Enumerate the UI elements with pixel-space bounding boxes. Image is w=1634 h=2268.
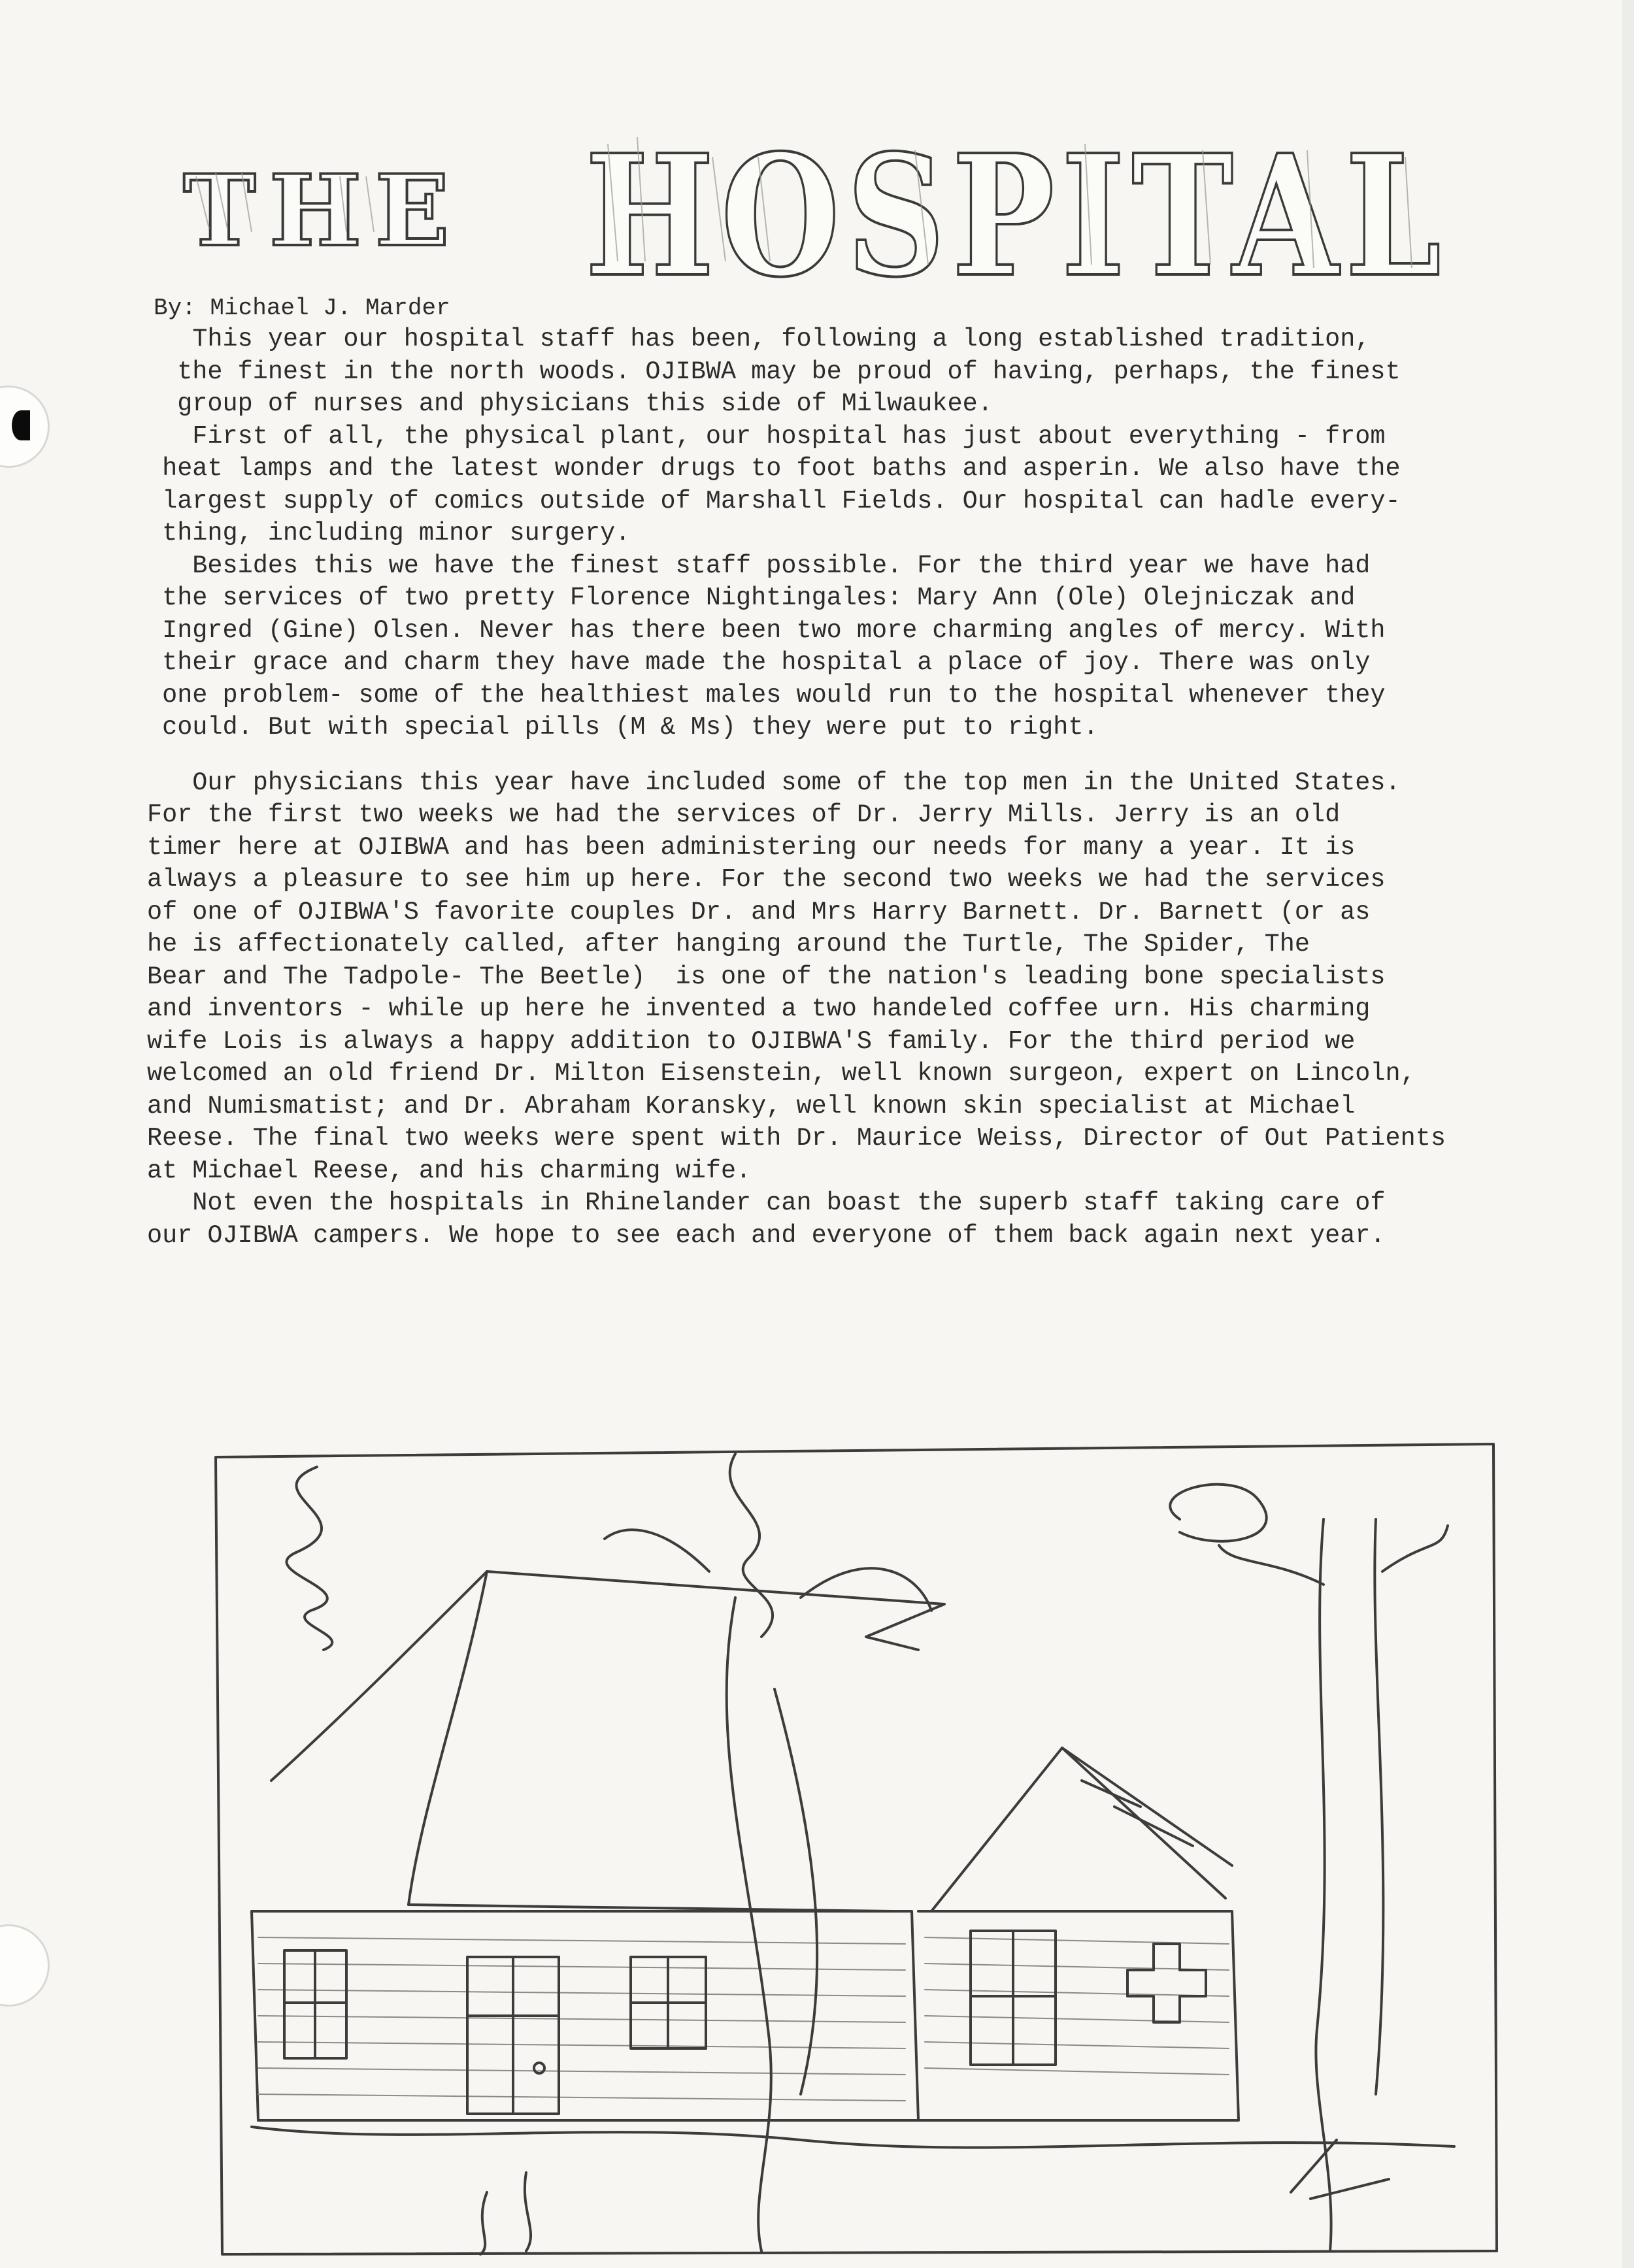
text-line: their grace and charm they have made the hospital a place of joy. There was only	[147, 648, 1371, 677]
text-line: and inventors - while up here he invented a two handeled coffee urn. His charming	[147, 994, 1371, 1023]
paragraph-staff	[147, 550, 1546, 744]
text-line: This year our hospital staff has been, following a long established tradition,	[147, 325, 1371, 353]
text-line: welcomed an old friend Dr. Milton Eisenstein, well known surgeon, expert on Lincoln,	[147, 1059, 1416, 1088]
sketch-roof-left	[271, 1571, 944, 1781]
sketch-tree-center	[727, 1598, 818, 2251]
paragraph-intro	[147, 323, 1546, 421]
text-line: Bear and The Tadpole- The Beetle) is one of the nation's leading bone specialists	[147, 962, 1386, 991]
text-line: Ingred (Gine) Olsen. Never has there been two more charming angles of mercy. With	[147, 616, 1386, 645]
sketch-ground	[252, 2127, 1454, 2148]
title-word-hospital: HOSPITAL	[585, 119, 1448, 307]
text-line: one problem- some of the healthiest males would run to the hospital whenever they	[147, 680, 1386, 710]
text-line: he is affectionately called, after hanging around the Turtle, The Spider, The	[147, 930, 1310, 959]
text-line: group of nurses and physicians this side of Milwaukee.	[147, 389, 993, 418]
text-line: and Numismatist; and Dr. Abraham Koransky, well known skin specialist at Michael	[147, 1091, 1356, 1121]
sketch-cloud-right	[1170, 1485, 1266, 1541]
text-line: always a pleasure to see him up here. For the second two weeks we had the services	[147, 865, 1386, 894]
sketch-cloud-left	[286, 1467, 332, 1650]
text-line: timer here at OJIBWA and has been administering our needs for many a year. It is	[147, 832, 1356, 862]
paragraph-physicians	[147, 767, 1546, 1188]
text-line: the services of two pretty Florence Nightingales: Mary Ann (Ole) Olejniczak and	[147, 583, 1356, 612]
text-line: Not even the hospitals in Rhinelander can boast the superb staff taking care of	[147, 1189, 1386, 1217]
text-line: largest supply of comics outside of Marshall Fields. Our hospital can hadle every-	[147, 486, 1401, 516]
paragraph-closing	[147, 1187, 1546, 1252]
page-edge	[1622, 0, 1634, 2268]
cross-sign	[1127, 1944, 1206, 2022]
faded-line-gap	[147, 744, 1546, 767]
text-line: First of all, the physical plant, our hospital has just about everything - from	[147, 421, 1386, 451]
text-line: wife Lois is always a happy addition to OJIBWA'S family. For the third period we	[147, 1027, 1356, 1056]
text-line: at Michael Reese, and his charming wife.	[147, 1156, 752, 1185]
text-line: of one of OJIBWA'S favorite couples Dr. and Mrs Harry Barnett. Dr. Barnett (or as	[147, 897, 1371, 927]
text-line: thing, including minor surgery.	[147, 519, 631, 548]
text-line: heat lamps and the latest wonder drugs to foot baths and asperin. We also have the	[147, 454, 1401, 483]
text-line: the finest in the north woods. OJIBWA may be proud of having, perhaps, the finest	[147, 357, 1401, 386]
text-line: Our physicians this year have included some of the top men in the United States.	[147, 768, 1401, 797]
text-line: our OJIBWA campers. We hope to see each and everyone of them back again next year.	[147, 1221, 1386, 1250]
punch-mark	[12, 410, 30, 440]
text-line: Besides this we have the finest staff possible. For the third year we have had	[147, 551, 1371, 580]
hospital-sketch-illustration	[212, 1441, 1500, 2258]
sketch-roof-edge	[408, 1571, 487, 1905]
sketch-frame	[216, 1444, 1497, 2254]
text-line: Reese. The final two weeks were spent with Dr. Maurice Weiss, Director of Out Patients	[147, 1124, 1446, 1153]
sketch-tree-right	[1316, 1519, 1383, 2251]
article-body	[147, 323, 1546, 1252]
text-line: could. But with special pills (M & Ms) they were put to right.	[147, 713, 1099, 742]
paragraph-physical-plant	[147, 421, 1546, 550]
binder-hole-bottom	[0, 1924, 50, 2007]
byline: By: Michael J. Marder	[154, 295, 450, 321]
text-line: For the first two weeks we had the services of Dr. Jerry Mills. Jerry is an old	[147, 800, 1341, 829]
title-banner	[0, 0, 1634, 307]
sketch-cloud-mid	[730, 1454, 773, 1637]
title-word-the: THE	[183, 154, 463, 269]
